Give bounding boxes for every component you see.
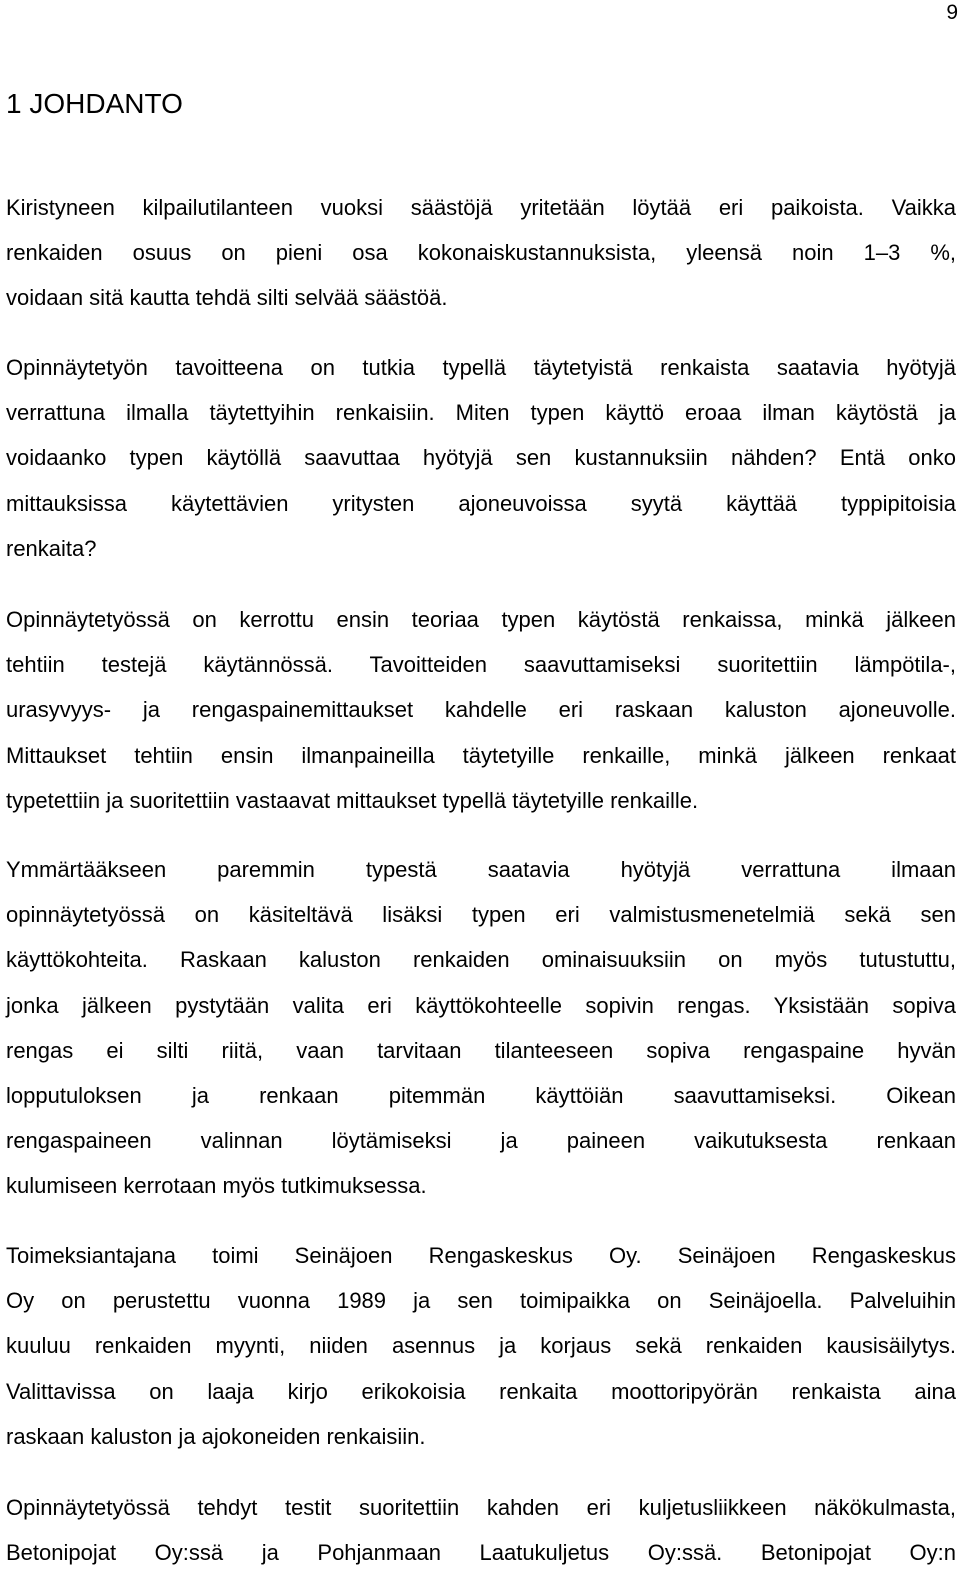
paragraph-intro xyxy=(6,185,956,321)
text-line: voidaanko typen käytöllä saavuttaa hyötyjä sen kustannuksiin nähden? Entä onko xyxy=(6,445,956,471)
text-line: lopputuloksen ja renkaan pitemmän käyttöiän saavuttamiseksi. Oikean xyxy=(6,1082,956,1108)
text-line: voidaan sitä kautta tehdä silti selvää säästöä. xyxy=(6,285,448,311)
text-line: raskaan kaluston ja ajokoneiden renkaisiin. xyxy=(6,1423,426,1449)
text-line: käyttökohteita. Raskaan kaluston renkaiden ominaisuuksiin on myös tutustuttu, xyxy=(6,947,956,973)
text-line: Kiristyneen kilpailutilanteen vuoksi säästöjä yritetään löytää eri paikoista. Vaikka xyxy=(6,195,956,220)
text-line: kuuluu renkaiden myynti, niiden asennus ja korjaus sekä renkaiden kausisäilytys. xyxy=(6,1333,956,1359)
text-line: renkaita? xyxy=(6,535,97,561)
chapter-heading: 1 JOHDANTO xyxy=(6,88,183,119)
paragraph-method xyxy=(6,597,956,823)
text-line: kulumiseen kerrotaan myös tutkimuksessa. xyxy=(6,1173,427,1199)
page-number: 9 xyxy=(946,1,958,24)
text-line: Betonipojat Oy:ssä ja Pohjanmaan Laatukuljetus Oy:ssä. Betonipojat Oy:n xyxy=(6,1540,956,1566)
text-line: opinnäytetyössä on käsiteltävä lisäksi typen eri valmistusmenetelmiä sekä sen xyxy=(6,902,956,928)
text-line: rengas ei silti riitä, vaan tarvitaan tilanteeseen sopiva rengaspaine hyvän xyxy=(6,1037,956,1063)
paragraph-client xyxy=(6,1233,956,1459)
text-line: Ymmärtääkseen paremmin typestä saatavia hyötyjä verrattuna ilmaan xyxy=(6,857,956,882)
text-line: rengaspaineen valinnan löytämiseksi ja paineen vaikutuksesta renkaan xyxy=(6,1128,956,1154)
text-line: Opinnäytetyössä on kerrottu ensin teoriaa typen käytöstä renkaissa, minkä jälkeen xyxy=(6,607,956,632)
paragraph-tests xyxy=(6,1485,956,1575)
text-line: mittauksissa käytettävien yritysten ajoneuvoissa syytä käyttää typpipitoisia xyxy=(6,490,956,516)
text-line: typetettiin ja suoritettiin vastaavat mittaukset typellä täytetyille renkaille. xyxy=(6,787,699,813)
text-line: Oy on perustettu vuonna 1989 ja sen toimipaikka on Seinäjoella. Palveluihin xyxy=(6,1288,956,1314)
text-line: Valittavissa on laaja kirjo erikokoisia renkaita moottoripyörän renkaista aina xyxy=(6,1378,956,1404)
paragraph-goal xyxy=(6,345,956,571)
text-line: tehtiin testejä käytännössä. Tavoitteiden saavuttamiseksi suoritettiin lämpötila-, xyxy=(6,652,956,678)
text-line: Opinnäytetyössä tehdyt testit suoritettiin kahden eri kuljetusliikkeen näkökulmasta, xyxy=(6,1495,956,1520)
text-line: urasyvyys- ja rengaspainemittaukset kahdelle eri raskaan kaluston ajoneuvolle. xyxy=(6,697,956,723)
text-line: Mittaukset tehtiin ensin ilmanpaineilla täytetyille renkaille, minkä jälkeen renkaat xyxy=(6,742,956,768)
text-line: Toimeksiantajana toimi Seinäjoen Rengaskeskus Oy. Seinäjoen Rengaskeskus xyxy=(6,1243,956,1268)
text-line: Opinnäytetyön tavoitteena on tutkia typellä täytetyistä renkaista saatavia hyötyjä xyxy=(6,355,956,380)
text-line: renkaiden osuus on pieni osa kokonaiskustannuksista, yleensä noin 1–3 %, xyxy=(6,240,956,266)
text-line: verrattuna ilmalla täytettyihin renkaisiin. Miten typen käyttö eroaa ilman käytöstä ja xyxy=(6,400,956,426)
text-line: jonka jälkeen pystytään valita eri käyttökohteelle sopivin rengas. Yksistään sopiva xyxy=(6,992,956,1018)
paragraph-background xyxy=(6,847,956,1209)
